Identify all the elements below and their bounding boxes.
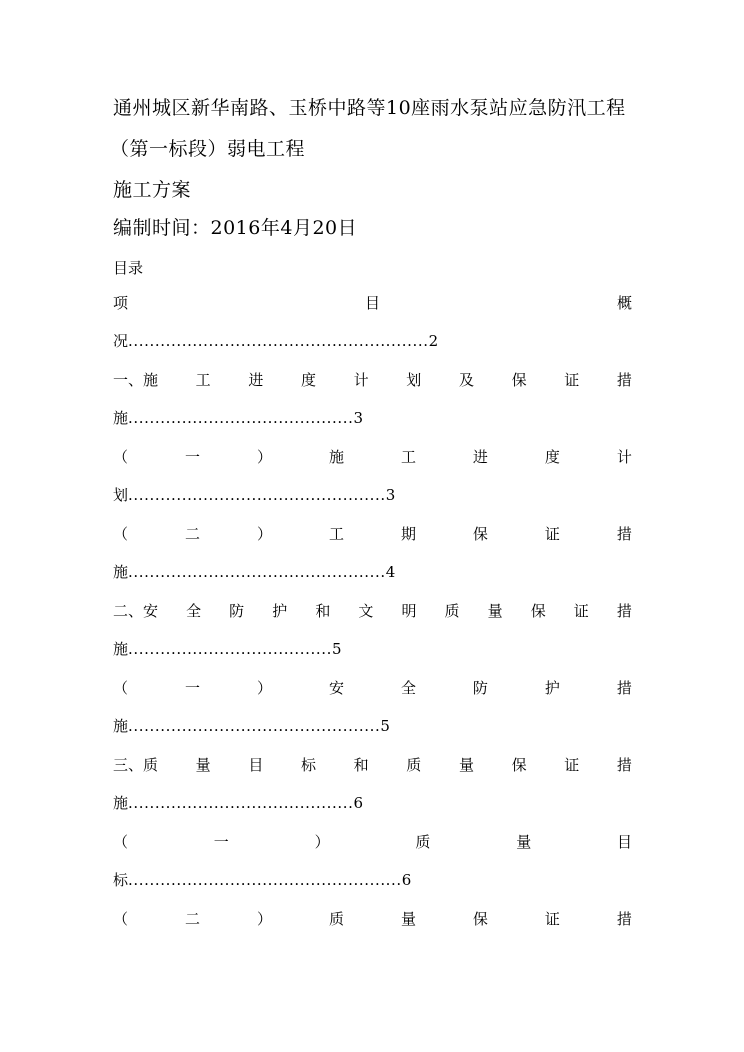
toc-entry-continuation [113,639,342,659]
toc-entry-char: 全 [186,602,202,620]
toc-entry-tail-char: 施 [113,409,129,427]
toc-entry-char: 保 [472,910,488,928]
toc-entry-char: ） [256,448,272,466]
toc-entry-char: 证 [544,525,560,543]
toc-entry-continuation [113,716,390,736]
toc-entry-char: 量 [195,756,211,774]
toc-entry-line [113,370,632,390]
toc-entry-char: 保 [511,371,527,389]
toc-entry-char: 一 [184,679,200,697]
toc-entry-char: 保 [511,756,527,774]
toc-entry-char: （ [113,833,129,851]
toc-entry-char: 施 [328,448,344,466]
toc-entry-char: 工 [195,371,211,389]
toc-entry-char: 二 [184,525,200,543]
toc-entry-char: 一 [213,833,229,851]
toc-entry-char: 保 [530,602,546,620]
toc-entry-char: 目 [364,294,380,312]
toc-entry-char: 量 [400,910,416,928]
toc-entry-char: 证 [564,756,580,774]
toc-page-number[interactable]: 5 [380,717,390,735]
toc-entry-char: 证 [564,371,580,389]
document-title-line2: （第一标段）弱电工程 [110,138,306,160]
toc-entry-char: 目 [616,833,632,851]
toc-entry-continuation [113,793,363,813]
toc-entry-line [113,678,632,698]
toc-entry-continuation [113,870,411,890]
toc-entry-char: （ [113,448,129,466]
toc-entry-char: 一 [184,448,200,466]
toc-entry-line [113,755,632,775]
toc-entry-char: 措 [616,756,632,774]
toc-entry-char: 保 [472,525,488,543]
toc-page-number[interactable]: 5 [332,640,342,658]
toc-entry-tail-char: 施 [113,640,129,658]
toc-entry-char: 安 [328,679,344,697]
toc-leader-dots: ................................................... [128,871,402,889]
toc-entry-char: 护 [544,679,560,697]
toc-entry-tail-char: 况 [113,332,129,350]
toc-entry-char: ） [314,833,330,851]
toc-entry-char: 措 [616,602,632,620]
toc-entry-char: 文 [358,602,374,620]
toc-entry-char: 措 [616,525,632,543]
toc-leader-dots: ........................................................ [128,332,429,350]
toc-entry-line [113,909,632,929]
toc-entry-tail-char: 标 [113,871,129,889]
toc-entry-continuation [113,331,438,351]
toc-entry-char: 和 [315,602,331,620]
toc-entry-char: 计 [353,371,369,389]
toc-entry-char: 护 [272,602,288,620]
toc-entry-char: 度 [544,448,560,466]
toc-entry-char: 工 [328,525,344,543]
document-date: 编制时间：2016年4月20日 [113,217,358,239]
toc-entry-line [113,447,632,467]
toc-leader-dots: ............................................... [128,717,381,735]
toc-leader-dots: ...................................... [128,640,333,658]
toc-entry-char: 目 [248,756,264,774]
toc-entry-continuation [113,485,395,505]
toc-heading: 目录 [113,259,144,277]
toc-entry-char: 一、施 [113,371,159,389]
toc-entry-char: 项 [113,294,129,312]
toc-entry-char: 划 [406,371,422,389]
toc-entry-char: （ [113,525,129,543]
toc-entry-char: 证 [573,602,589,620]
toc-entry-line [113,601,632,621]
toc-page-number[interactable]: 6 [353,794,364,812]
toc-entry-line [113,832,632,852]
toc-entry-tail-char: 施 [113,717,129,735]
toc-entry-char: 质 [415,833,431,851]
toc-entry-line [113,293,632,313]
toc-entry-char: 量 [516,833,532,851]
toc-page-number[interactable]: 4 [385,563,396,581]
toc-entry-char: 二、安 [113,602,159,620]
toc-entry-char: ） [256,525,272,543]
toc-page-number[interactable]: 2 [428,332,439,350]
toc-leader-dots: .......................................... [128,409,354,427]
toc-entry-continuation [113,408,363,428]
toc-entry-continuation [113,562,395,582]
toc-entry-char: 证 [544,910,560,928]
toc-entry-char: 量 [487,602,503,620]
toc-page-number[interactable]: 3 [385,486,396,504]
toc-entry-char: 防 [229,602,245,620]
toc-entry-char: 概 [616,294,632,312]
toc-entry-char: ） [256,910,272,928]
toc-entry-char: 质 [328,910,344,928]
document-subtitle: 施工方案 [113,179,192,201]
document-title-line1: 通州城区新华南路、玉桥中路等10座雨水泵站应急防汛工程 [113,97,626,119]
toc-entry-tail-char: 施 [113,794,129,812]
toc-entry-char: 质 [406,756,422,774]
toc-page-number[interactable]: 6 [401,871,412,889]
toc-entry-char: （ [113,910,129,928]
toc-entry-char: 度 [300,371,316,389]
toc-entry-char: 和 [353,756,369,774]
toc-entry-tail-char: 施 [113,563,129,581]
toc-page-number[interactable]: 3 [353,409,364,427]
toc-entry-char: 措 [616,371,632,389]
toc-entry-char: 措 [616,910,632,928]
toc-entry-char: 工 [400,448,416,466]
toc-entry-char: 标 [300,756,316,774]
toc-leader-dots: ................................................ [128,563,386,581]
toc-entry-char: 及 [458,371,474,389]
toc-entry-char: 二 [184,910,200,928]
toc-entry-line [113,524,632,544]
toc-entry-char: （ [113,679,129,697]
toc-leader-dots: .......................................... [128,794,354,812]
toc-leader-dots: ................................................ [128,486,386,504]
toc-entry-char: 进 [248,371,264,389]
toc-entry-tail-char: 划 [113,486,129,504]
toc-entry-char: 防 [472,679,488,697]
toc-entry-char: 措 [616,679,632,697]
toc-entry-char: 进 [472,448,488,466]
toc-entry-char: 质 [444,602,460,620]
toc-entry-char: ） [256,679,272,697]
toc-entry-char: 全 [400,679,416,697]
toc-entry-char: 期 [400,525,416,543]
toc-entry-char: 计 [616,448,632,466]
toc-entry-char: 明 [401,602,417,620]
toc-entry-char: 量 [458,756,474,774]
toc-entry-char: 三、质 [113,756,159,774]
